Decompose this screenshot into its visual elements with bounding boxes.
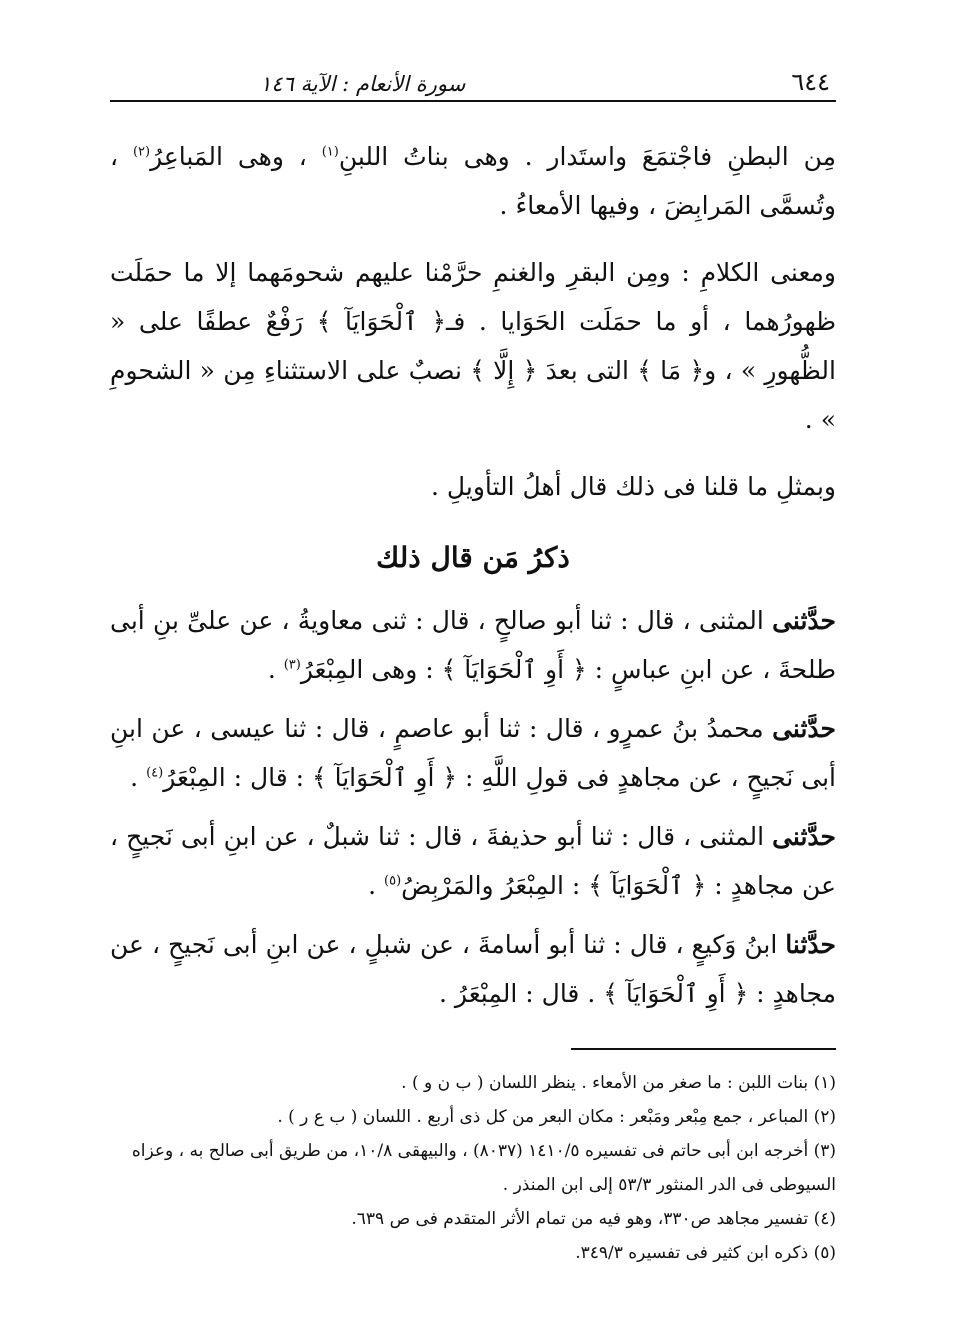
footnote-3-line-2: السيوطى فى الدر المنثور ٥٣/٣ إلى ابن المنذر . [502, 1175, 836, 1195]
footnote-3-line-1: (٣) أخرجه ابن أبى حاتم فى تفسيره ١٤١٠/٥ (٨٠٣٧) ، والبيهقى ١٠/٨، من طريق أبى صالح به ، وعزاه [131, 1141, 836, 1161]
narration-3 [110, 812, 836, 910]
narration-lead: حدَّثنى [772, 822, 836, 851]
paragraph-3: وبمثلِ ما قلنا فى ذلك قال أهلُ التأويلِ . [431, 472, 836, 501]
narration-end: . [267, 655, 284, 684]
paragraph-2: ومعنى الكلامِ : ومِن البقرِ والغنمِ حرَّمْنا عليهم شحومَهما إلا ما حمَلَت ظهورُهما ، أو ما حمَلَت الحَوَايا . فـ﴿ ٱلْحَوَايَآ ﴾ رَفْعٌ عطفًا على « الظُّهورِ » ، و﴿ مَا ﴾ التى بعدَ ﴿ إِلَّا ﴾ نصبٌ على الاستثناءِ مِن « الشحومِ » . [110, 258, 836, 434]
narration-lead: حدَّثنى [772, 714, 837, 743]
document-page [110, 52, 836, 1270]
page-header [110, 52, 836, 102]
footnote-4: (٤) تفسير مجاهد ص٣٣٠، وهو فيه من تمام الأثر المتقدم فى ص ٦٣٩. [351, 1209, 836, 1229]
main-text [110, 132, 836, 1018]
footnote-divider [571, 1048, 836, 1050]
paragraph-1-text-b: ، وهى المَباعِرُ [150, 142, 307, 171]
narration-1 [110, 596, 836, 694]
paragraph-1 [110, 132, 836, 230]
narration-text: المثنى ، قال : ثنا أبو صالحٍ ، قال : ثنى معاويةُ ، عن علىِّ بنِ أبى طلحةَ ، عن ابنِ عباسٍ : ﴿ أَوِ ٱلْحَوَايَآ ﴾ : وهى المِبْعَرُ [110, 606, 836, 684]
narration-2 [110, 704, 836, 802]
footnote-2: (٢) المباعر ، جمع مِبْعر ومَبْعر : مكان البعر من كل ذى أربع . اللسان ( ب ع ر ) . [277, 1107, 836, 1127]
narration-lead: حدَّثنى [772, 606, 836, 635]
running-title: سورة الأنعام : الآية ١٤٦ [260, 72, 466, 96]
footnote-ref-1: (١) [321, 144, 339, 160]
footnote-ref-3: (٣) [283, 657, 301, 673]
footnote-ref-2: (٢) [132, 144, 151, 160]
narration-text: المثنى ، قال : ثنا أبو حذيفةَ ، قال : ثنا شبلٌ ، عن ابنِ أبى نَجيحٍ ، عن مجاهدٍ : ﴿ ٱلْحَوَايَآ ﴾ : المِبْعَرُ والمَرْبِضُ [110, 822, 836, 900]
narration-end: . [368, 871, 385, 900]
footnote-ref-5: (٥) [384, 873, 402, 889]
section-heading: ذكرُ مَن قال ذلك [376, 541, 570, 574]
footnote-5: (٥) ذكره ابن كثير فى تفسيره ٣٤٩/٣. [575, 1243, 836, 1263]
paragraph-1-text-a: مِن البطنِ فاجْتمَعَ واستَدار . وهى بناتُ اللبنِ [338, 142, 836, 171]
narration-4 [110, 920, 836, 1018]
page-number: ٦٤٤ [791, 68, 830, 96]
narration-end: . [130, 763, 147, 792]
footnote-ref-4: (٤) [146, 765, 164, 781]
paragraph-1-text-c: ، وتُسمَّى المَرابِضَ ، وفيها الأمعاءُ . [110, 142, 836, 220]
footnotes [110, 1066, 836, 1270]
footnote-3 [110, 1134, 836, 1202]
narration-text: محمدُ بنُ عمرٍو ، قال : ثنا أبو عاصمٍ ، قال : ثنا عيسى ، عن ابنِ أبى نَجيحٍ ، عن مجاهدٍ فى قولِ اللَّهِ : ﴿ أَوِ ٱلْحَوَايَآ ﴾ : قال : المِبْعَرُ [110, 714, 836, 792]
narration-lead: حدَّثنا [785, 930, 836, 959]
narration-text: ابنُ وَكيعٍ ، قال : ثنا أبو أسامةَ ، عن شبلٍ ، عن ابنِ أبى نَجيحٍ ، عن مجاهدٍ : ﴿ أَوِ ٱلْحَوَايَآ ﴾ . قال : المِبْعَرُ . [110, 930, 836, 1008]
footnote-1: (١) بنات اللبن : ما صغر من الأمعاء . ينظر اللسان ( ب ن و ) . [401, 1073, 836, 1093]
